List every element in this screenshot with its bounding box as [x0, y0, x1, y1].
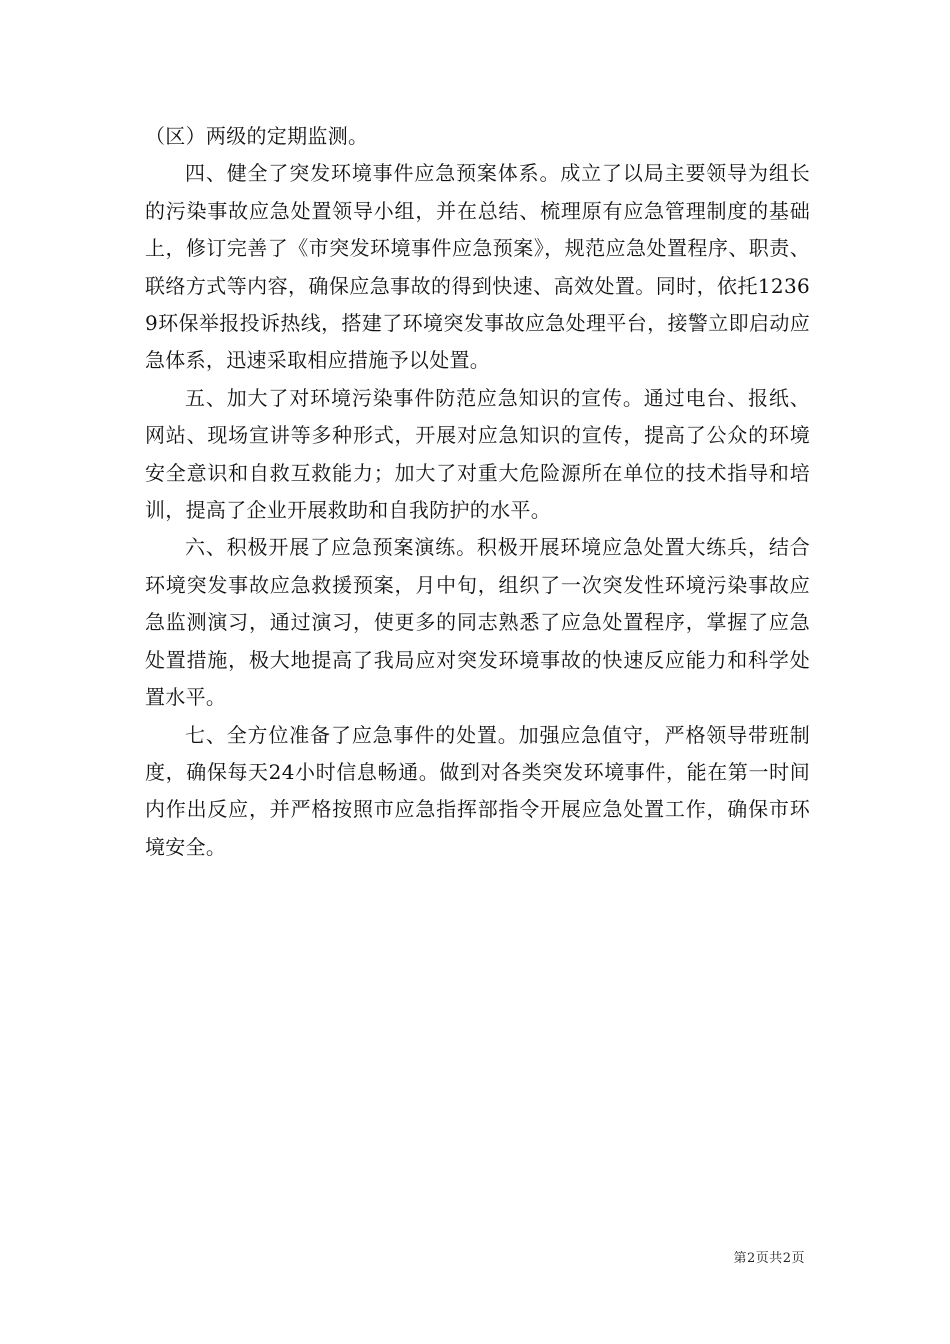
paragraph-emergency-plan: 四、健全了突发环境事件应急预案体系。成立了以局主要领导为组长的污染事故应急处置领导小组，并在总结、梳理原有应急管理制度的基础上，修订完善了《市突发环境事件应急预案》，规范应急处置程序、职责、联络方式等内容，确保应急事故的得到快速、高效处置。同时，依托12369环保举报投诉热线，搭建了环境突发事故应急处理平台，接警立即启动应急体系，迅速采取相应措施予以处置。 [145, 161, 810, 373]
document-body [145, 118, 810, 866]
paragraph-readiness: 七、全方位准备了应急事件的处置。加强应急值守，严格领导带班制度，确保每天24小时信息畅通。做到对各类突发环境事件，能在第一时间内作出反应，并严格按照市应急指挥部指令开展应急处置工作，确保市环境安全。 [145, 722, 810, 859]
paragraph-continuation: （区）两级的定期监测。 [145, 124, 369, 148]
paragraph-drill: 六、积极开展了应急预案演练。积极开展环境应急处置大练兵，结合环境突发事故应急救援预案，月中旬，组织了一次突发性环境污染事故应急监测演习，通过演习，使更多的同志熟悉了应急处置程序，掌握了应急处置措施，极大地提高了我局应对突发环境事故的快速反应能力和科学处置水平。 [145, 535, 810, 710]
page-number: 第2页共2页 [733, 1251, 805, 1266]
paragraph-publicity: 五、加大了对环境污染事件防范应急知识的宣传。通过电台、报纸、网站、现场宣讲等多种形式，开展对应急知识的宣传，提高了公众的环境安全意识和自救互救能力；加大了对重大危险源所在单位的技术指导和培训，提高了企业开展救助和自我防护的水平。 [145, 385, 810, 523]
